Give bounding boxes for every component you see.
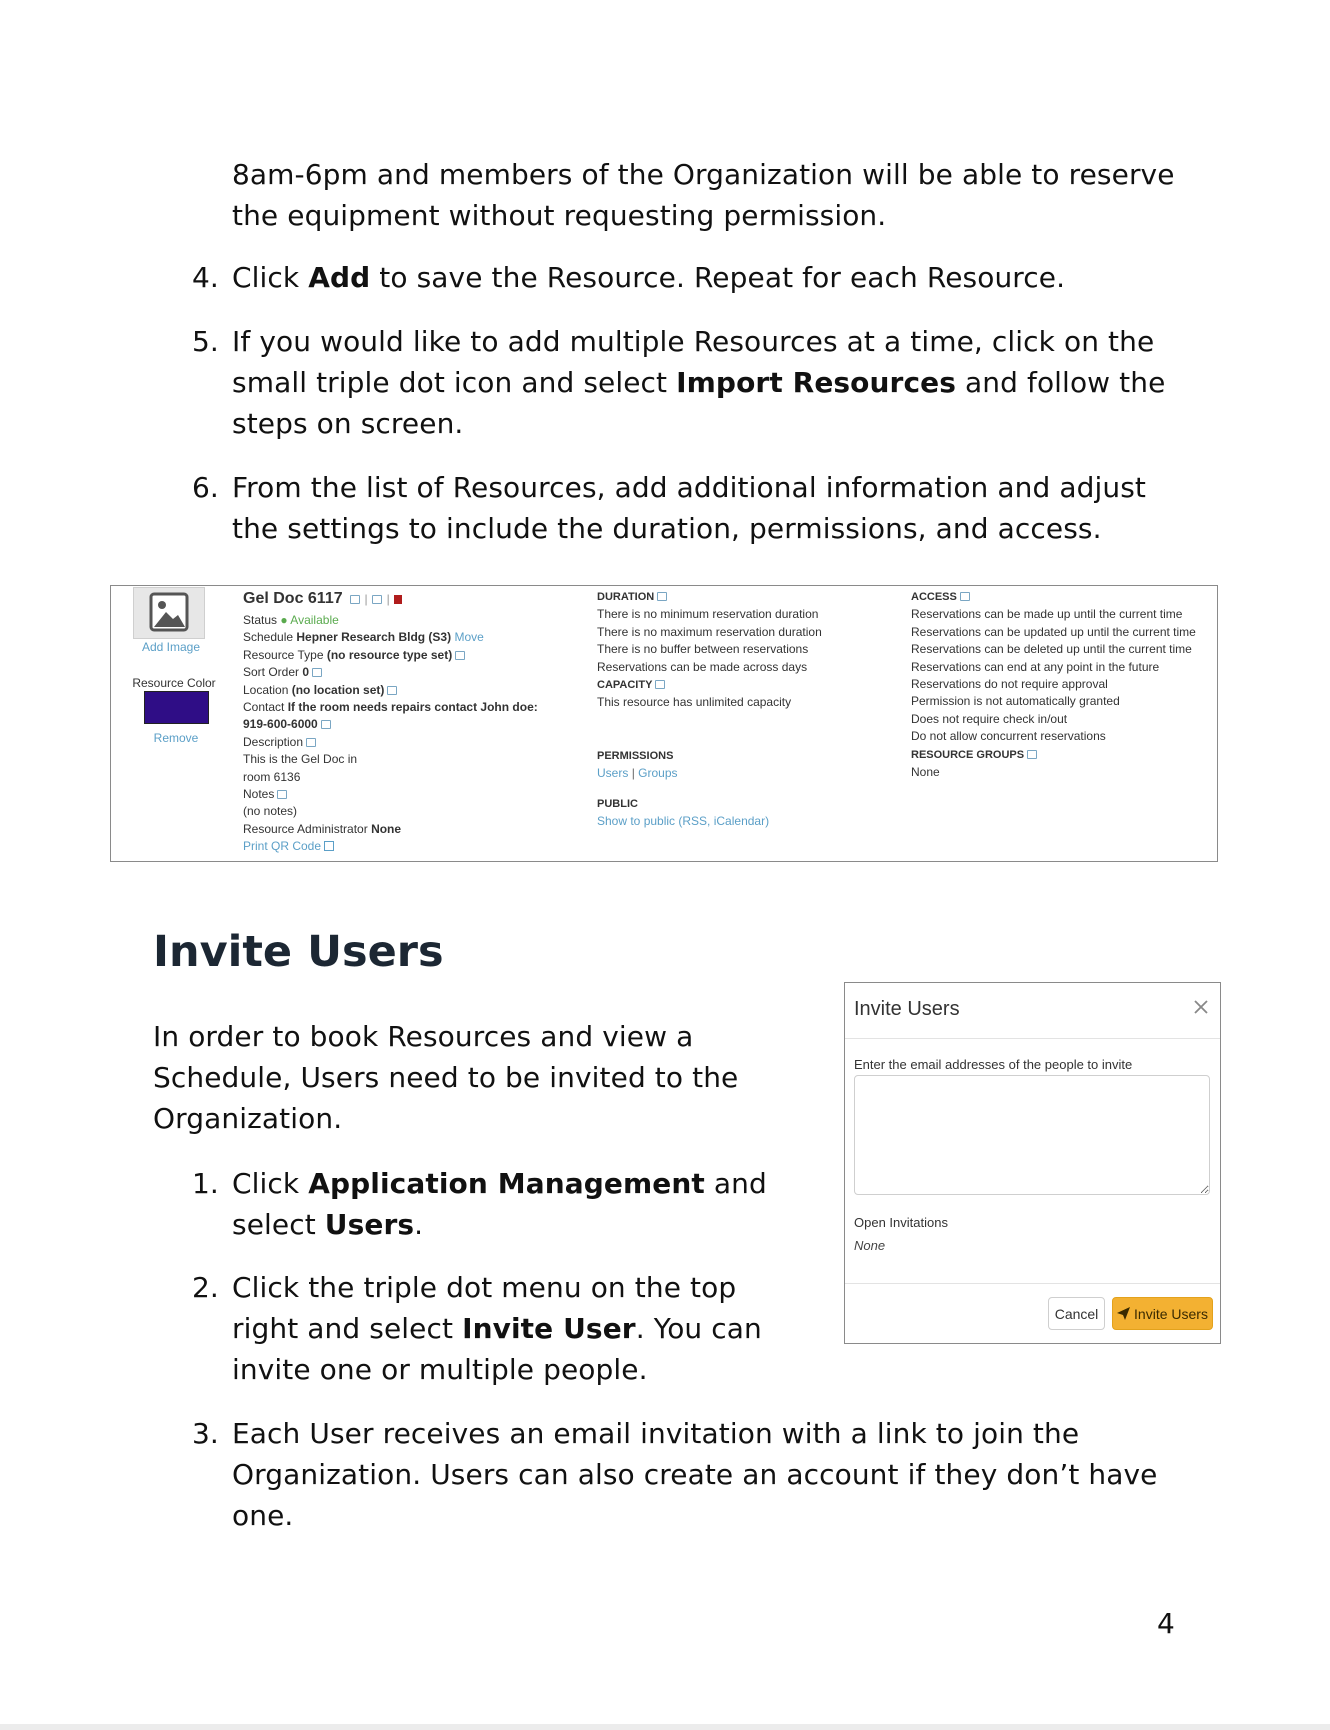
location-label: Location <box>243 682 289 697</box>
list-number: 4. <box>192 261 219 294</box>
setting-line: Reservations can end at any point in the future <box>911 659 1160 674</box>
admin-row <box>243 821 573 838</box>
divider <box>845 1038 1220 1039</box>
duration-column <box>597 588 857 712</box>
bold-term: Application Management <box>308 1167 705 1200</box>
setting-line: Reservations can be made up until the current time <box>911 607 1183 622</box>
image-placeholder-icon[interactable] <box>133 587 205 639</box>
copy-icon[interactable] <box>372 595 382 604</box>
resource-groups-header: RESOURCE GROUPS <box>911 748 1025 761</box>
list-text <box>232 321 1192 444</box>
edit-icon[interactable] <box>1027 750 1037 759</box>
duration-header: DURATION <box>597 591 655 603</box>
list-text <box>232 257 1192 298</box>
resource-color-label: Resource Color <box>132 676 216 690</box>
notes-row <box>243 786 573 803</box>
resource-details-screenshot <box>110 585 1218 862</box>
divider <box>845 1283 1220 1284</box>
list-text <box>232 467 1192 549</box>
list-number: 1. <box>192 1167 219 1200</box>
notes-label: Notes <box>243 787 275 802</box>
permissions-block <box>597 748 857 783</box>
email-field-label: Enter the email addresses of the people to invite <box>854 1057 1133 1072</box>
intro-continuation: 8am-6pm and members of the Organization will be able to reserve the equipment without requesting permission. <box>232 158 1175 232</box>
schedule-value: Hepner Research Bldg (S3) <box>296 630 452 645</box>
contact-label: Contact <box>243 700 285 715</box>
edit-icon[interactable] <box>350 595 360 604</box>
remove-color-link[interactable]: Remove <box>153 731 199 745</box>
show-to-public-link[interactable]: Show to public (RSS, iCalendar) <box>597 814 770 829</box>
resource-type-value: (no resource type set) <box>326 647 453 662</box>
status-label: Status <box>243 613 278 627</box>
resource-type-label: Resource Type <box>243 647 324 662</box>
text-run: Click <box>232 1167 309 1200</box>
text-run: If you would like to add multiple Resources at a time, click on the small triple dot icon and select <box>232 325 1155 399</box>
setting-line: Reservations can be deleted up until the current time <box>911 642 1192 657</box>
move-link[interactable]: Move <box>454 630 484 645</box>
description-line: room 6136 <box>243 769 301 784</box>
text-run: From the list of Resources, add additional information and adjust the settings to include the duration, permissions, and access. <box>232 471 1146 545</box>
access-header: ACCESS <box>911 591 957 603</box>
bold-term: Add <box>308 261 371 294</box>
description-line: This is the Gel Doc in <box>243 752 358 767</box>
contact-value: If the room needs repairs contact John doe: <box>287 700 538 715</box>
contact-phone-row <box>243 716 573 733</box>
capacity-header: CAPACITY <box>597 679 653 692</box>
cancel-button[interactable]: Cancel <box>1048 1297 1105 1330</box>
resource-name-text: Gel Doc 6117 <box>243 590 343 607</box>
list-number: 6. <box>192 471 219 504</box>
admin-label: Resource Administrator <box>243 821 368 836</box>
add-image-link[interactable]: Add Image <box>141 640 201 654</box>
setting-line: There is no maximum reservation duration <box>597 624 822 639</box>
permissions-separator: | <box>631 766 635 781</box>
edit-icon[interactable] <box>655 680 665 689</box>
contact-phone: 919-600-6000 <box>243 717 318 732</box>
contact-row <box>243 699 573 716</box>
list-item-step-1 <box>192 1163 792 1245</box>
invite-users-dialog <box>844 982 1221 1344</box>
text-run: Click the triple dot menu on the top right and select <box>232 1271 737 1345</box>
sort-order-value: 0 <box>302 665 310 680</box>
location-value: (no location set) <box>291 682 385 697</box>
bold-term: Invite User <box>462 1312 636 1345</box>
location-row <box>243 682 573 699</box>
resource-type-row <box>243 647 573 664</box>
bold-term: Import Resources <box>676 366 957 399</box>
list-text <box>232 1163 792 1245</box>
setting-line: Permission is not automatically granted <box>911 694 1120 709</box>
page-number: 4 <box>1157 1607 1175 1640</box>
list-item-step-5 <box>192 321 1192 444</box>
page-bottom-edge <box>0 1724 1330 1730</box>
list-item-step-6 <box>192 467 1192 549</box>
email-addresses-input[interactable] <box>854 1075 1210 1195</box>
setting-line: There is no minimum reservation duration <box>597 607 819 622</box>
setting-line: Reservations do not require approval <box>911 677 1108 692</box>
sort-order-label: Sort Order <box>243 665 300 680</box>
edit-icon[interactable] <box>306 738 316 747</box>
admin-value: None <box>371 821 402 836</box>
notes-value: (no notes) <box>243 804 298 819</box>
close-icon[interactable] <box>1190 996 1212 1018</box>
edit-icon[interactable] <box>321 720 331 729</box>
list-item-step-3 <box>192 1413 1192 1536</box>
setting-line: Does not require check in/out <box>911 711 1068 726</box>
list-number: 2. <box>192 1271 219 1304</box>
text-run: . You can invite one or multiple people. <box>232 1312 762 1386</box>
status-dot-icon: ● <box>280 613 288 627</box>
description-row <box>243 734 573 751</box>
resource-name: Gel Doc 6117 | | <box>243 589 402 609</box>
list-item-step-4 <box>192 257 1192 298</box>
list-text <box>232 1413 1192 1536</box>
duration-lines <box>597 606 857 676</box>
resource-color-swatch[interactable] <box>144 691 209 724</box>
schedule-label: Schedule <box>243 630 294 645</box>
capacity-line: This resource has unlimited capacity <box>597 695 792 710</box>
edit-icon[interactable] <box>960 592 970 601</box>
print-qr-row[interactable] <box>243 838 573 855</box>
send-icon <box>1117 1307 1130 1320</box>
text-run: and follow the steps on screen. <box>232 366 1166 440</box>
status-value: Available <box>290 613 339 627</box>
public-block <box>597 796 857 831</box>
section-intro: In order to book Resources and view a Schedule, Users need to be invited to the Organization. <box>153 1020 739 1135</box>
dialog-title: Invite Users <box>854 998 960 1020</box>
text-run: Each User receives an email invitation with a link to join the Organization. Users can also create an account if they don’t have one. <box>232 1417 1158 1532</box>
access-lines <box>911 606 1211 745</box>
edit-icon[interactable] <box>657 592 667 601</box>
open-invitations-value: None <box>854 1238 886 1253</box>
list-number: 5. <box>192 325 219 358</box>
qr-code-icon <box>324 841 334 851</box>
sort-order-row <box>243 664 573 681</box>
text-run: . <box>414 1208 424 1241</box>
text-run: and select <box>232 1167 767 1241</box>
text-run: Click <box>232 261 309 294</box>
permissions-header: PERMISSIONS <box>597 750 674 762</box>
list-text <box>232 1267 792 1390</box>
section-heading: Invite Users <box>153 927 444 977</box>
invite-users-button-label: Invite Users <box>1134 1305 1208 1322</box>
setting-line: Do not allow concurrent reservations <box>911 729 1106 744</box>
resource-properties <box>243 612 573 856</box>
public-header: PUBLIC <box>597 798 638 810</box>
description-label: Description <box>243 734 304 749</box>
edit-icon[interactable] <box>387 686 397 695</box>
setting-line: Reservations can be updated up until the current time <box>911 624 1196 639</box>
status-row <box>243 612 573 629</box>
invite-users-button[interactable] <box>1112 1297 1213 1330</box>
permissions-users-link[interactable]: Users <box>597 766 629 781</box>
setting-line: There is no buffer between reservations <box>597 642 809 657</box>
edit-icon[interactable] <box>277 790 287 799</box>
access-column <box>911 588 1211 781</box>
schedule-row <box>243 629 573 646</box>
resource-groups-value: None <box>911 765 940 780</box>
permissions-groups-link[interactable]: Groups <box>638 766 678 781</box>
setting-line: Reservations can be made across days <box>597 659 808 674</box>
delete-icon[interactable] <box>394 595 402 604</box>
print-qr-link[interactable]: Print QR Code <box>243 839 322 854</box>
text-run: to save the Resource. Repeat for each Resource. <box>370 261 1066 294</box>
bold-term: Users <box>324 1208 415 1241</box>
list-number: 3. <box>192 1417 219 1450</box>
list-item-step-2 <box>192 1267 792 1390</box>
open-invitations-label: Open Invitations <box>854 1215 948 1230</box>
edit-icon[interactable] <box>312 668 322 677</box>
edit-icon[interactable] <box>455 651 465 660</box>
